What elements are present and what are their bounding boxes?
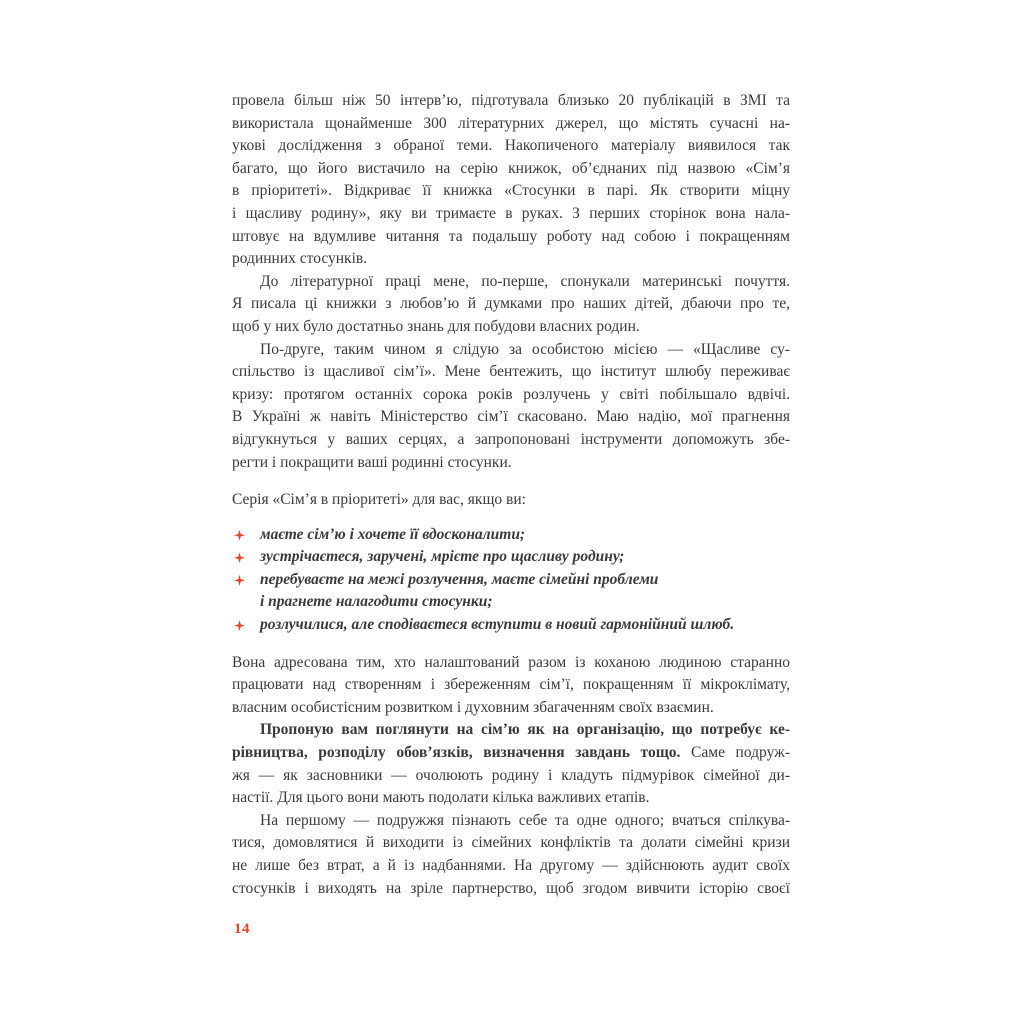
text-segment: жя — як засновники — очолюють родину і кладуть підмурівок сімейної ди- (232, 766, 790, 784)
text-segment: в пріоритеті». Відкриває її книжка «Стосунки в парі. Як створити міцну (232, 182, 790, 200)
text-line (232, 406, 790, 429)
text-line (232, 674, 790, 697)
text-column (232, 90, 790, 900)
text-line (232, 90, 790, 113)
text-segment: Вона адресована тим, хто налаштований разом із коханою людиною старанно (232, 653, 790, 671)
text-line (232, 226, 790, 249)
paragraph (232, 652, 790, 720)
list-item-text (260, 524, 790, 547)
text-segment: Серія «Сім’я в пріоритеті» для вас, якщо ви: (232, 491, 526, 509)
list-item (232, 546, 790, 569)
text-line: розлучилися, але сподіваєтеся вступити в новий гармонійний шлюб. (260, 616, 735, 634)
list-item (232, 569, 790, 614)
text-line (232, 787, 790, 810)
text-segment: стосунків і виходять на зріле партнерство, щоб згодом вивчити історію своєї (232, 879, 790, 897)
star-bullet-icon (232, 614, 260, 631)
text-segment: регти і покращити ваші родинні стосунки. (232, 453, 512, 471)
text-line (232, 697, 790, 720)
list-item (232, 614, 790, 637)
text-line (232, 113, 790, 136)
text-line (232, 248, 790, 271)
text-line (232, 742, 790, 765)
text-segment: Я писала ці книжки з любов’ю й думками про наших дітей, дбаючи про те, (232, 295, 790, 313)
paragraph (232, 271, 790, 339)
text-segment: не лише без втрат, а й із надбаннями. На другому — здійснюють аудит своїх (232, 857, 790, 874)
text-line (232, 293, 790, 316)
text-segment: На першому — подружжя пізнають себе та одне одного; вчаться спілкува- (260, 811, 790, 829)
text-segment: спільство із щасливої сім’ї». Мене бентежить, що інститут шлюбу переживає (232, 363, 790, 381)
text-line: і прагнете налагодити стосунки; (260, 593, 493, 611)
paragraph (232, 339, 790, 475)
text-line: зустрічаєтеся, заручені, мрієте про щасливу родину; (260, 548, 625, 566)
text-segment: використала щонайменше 300 літературних джерел, що містять сучасні на- (232, 114, 790, 132)
text-segment: родинних стосунків. (232, 250, 368, 268)
bold-text-segment: Пропоную вам поглянути на сім’ю як на організацію, що потребує ке- (260, 721, 790, 739)
text-segment: настії. Для цього вони мають подолати кілька важливих етапів. (232, 789, 650, 807)
star-bullet-icon (232, 546, 260, 563)
text-line (232, 316, 790, 339)
text-segment: В Україні ж навіть Міністерство сім’ї скасовано. Маю надію, мої прагнення (232, 408, 790, 426)
text-segment: власним особистісним розвитком і духовним збагаченням своїх взаємин. (232, 698, 714, 716)
text-segment: По-друге, таким чином я слідую за особистою місією — «Щасливе су- (260, 340, 790, 358)
text-segment: укові дослідження з обраної теми. Накопиченого матеріалу виявилося так (232, 137, 790, 155)
text-line (232, 878, 790, 901)
text-segment: працювати над створенням і збереженням сім’ї, покращенням її мікроклімату, (232, 676, 790, 694)
bullet-list (232, 524, 790, 637)
text-line (232, 135, 790, 158)
paragraph (232, 810, 790, 900)
text-line (232, 271, 790, 294)
text-line (232, 489, 790, 512)
text-line (232, 203, 790, 226)
paragraph (232, 489, 790, 512)
four-pointed-star-icon (234, 530, 245, 541)
text-line: перебуваєте на межі розлучення, маєте сімейні проблеми (260, 570, 659, 588)
list-item-text (260, 614, 790, 637)
paragraph (232, 719, 790, 809)
text-segment: багато, що його вистачило на серію книжок, об’єднаних під назвою «Сім’я (232, 159, 790, 177)
list-item-text (260, 569, 790, 614)
star-bullet-icon (232, 524, 260, 541)
star-bullet-icon (232, 569, 260, 586)
text-segment: відгукнуться у ваших серцях, а запропоновані інструменти допоможуть збе- (232, 430, 790, 448)
text-segment: тися, домовлятися й виходити із сімейних конфліктів та долати сімейні кризи (232, 834, 790, 852)
text-segment: щоб у них було достатньо знань для побудови власних родин. (232, 317, 640, 335)
text-line (232, 339, 790, 362)
text-line (232, 158, 790, 181)
text-segment: і щасливу родину», яку ви тримаєте в руках. З перших сторінок вона нала- (232, 204, 790, 222)
text-line (232, 832, 790, 855)
text-line (232, 429, 790, 452)
text-line (232, 180, 790, 203)
text-line (232, 384, 790, 407)
text-segment: До літературної праці мене, по-перше, спонукали материнські почуття. (260, 272, 790, 290)
text-line (232, 452, 790, 475)
text-line: маєте сім’ю і хочете її вдосконалити; (260, 525, 526, 543)
four-pointed-star-icon (234, 620, 245, 631)
bold-text-segment: рівництва, розподілу обов’язків, визначення завдань тощо. (232, 744, 681, 762)
text-line (232, 361, 790, 384)
four-pointed-star-icon (234, 575, 245, 586)
text-line (232, 855, 790, 878)
text-line (232, 652, 790, 675)
text-segment: Саме подруж- (680, 744, 790, 762)
paragraph (232, 90, 790, 271)
text-line (232, 765, 790, 788)
text-segment: кризу: протягом останніх сорока років розлучень у світі побільшало вдвічі. (232, 385, 790, 403)
text-line (232, 810, 790, 833)
text-line (232, 719, 790, 742)
text-segment: штовує на вдумливе читання та подальшу роботу над собою і покращенням (232, 227, 790, 245)
page-number: 14 (234, 921, 250, 937)
list-item (232, 524, 790, 547)
text-segment: провела більш ніж 50 інтерв’ю, підготувала близько 20 публікацій в ЗМІ та (232, 92, 790, 109)
list-item-text (260, 546, 790, 569)
four-pointed-star-icon (234, 552, 245, 563)
